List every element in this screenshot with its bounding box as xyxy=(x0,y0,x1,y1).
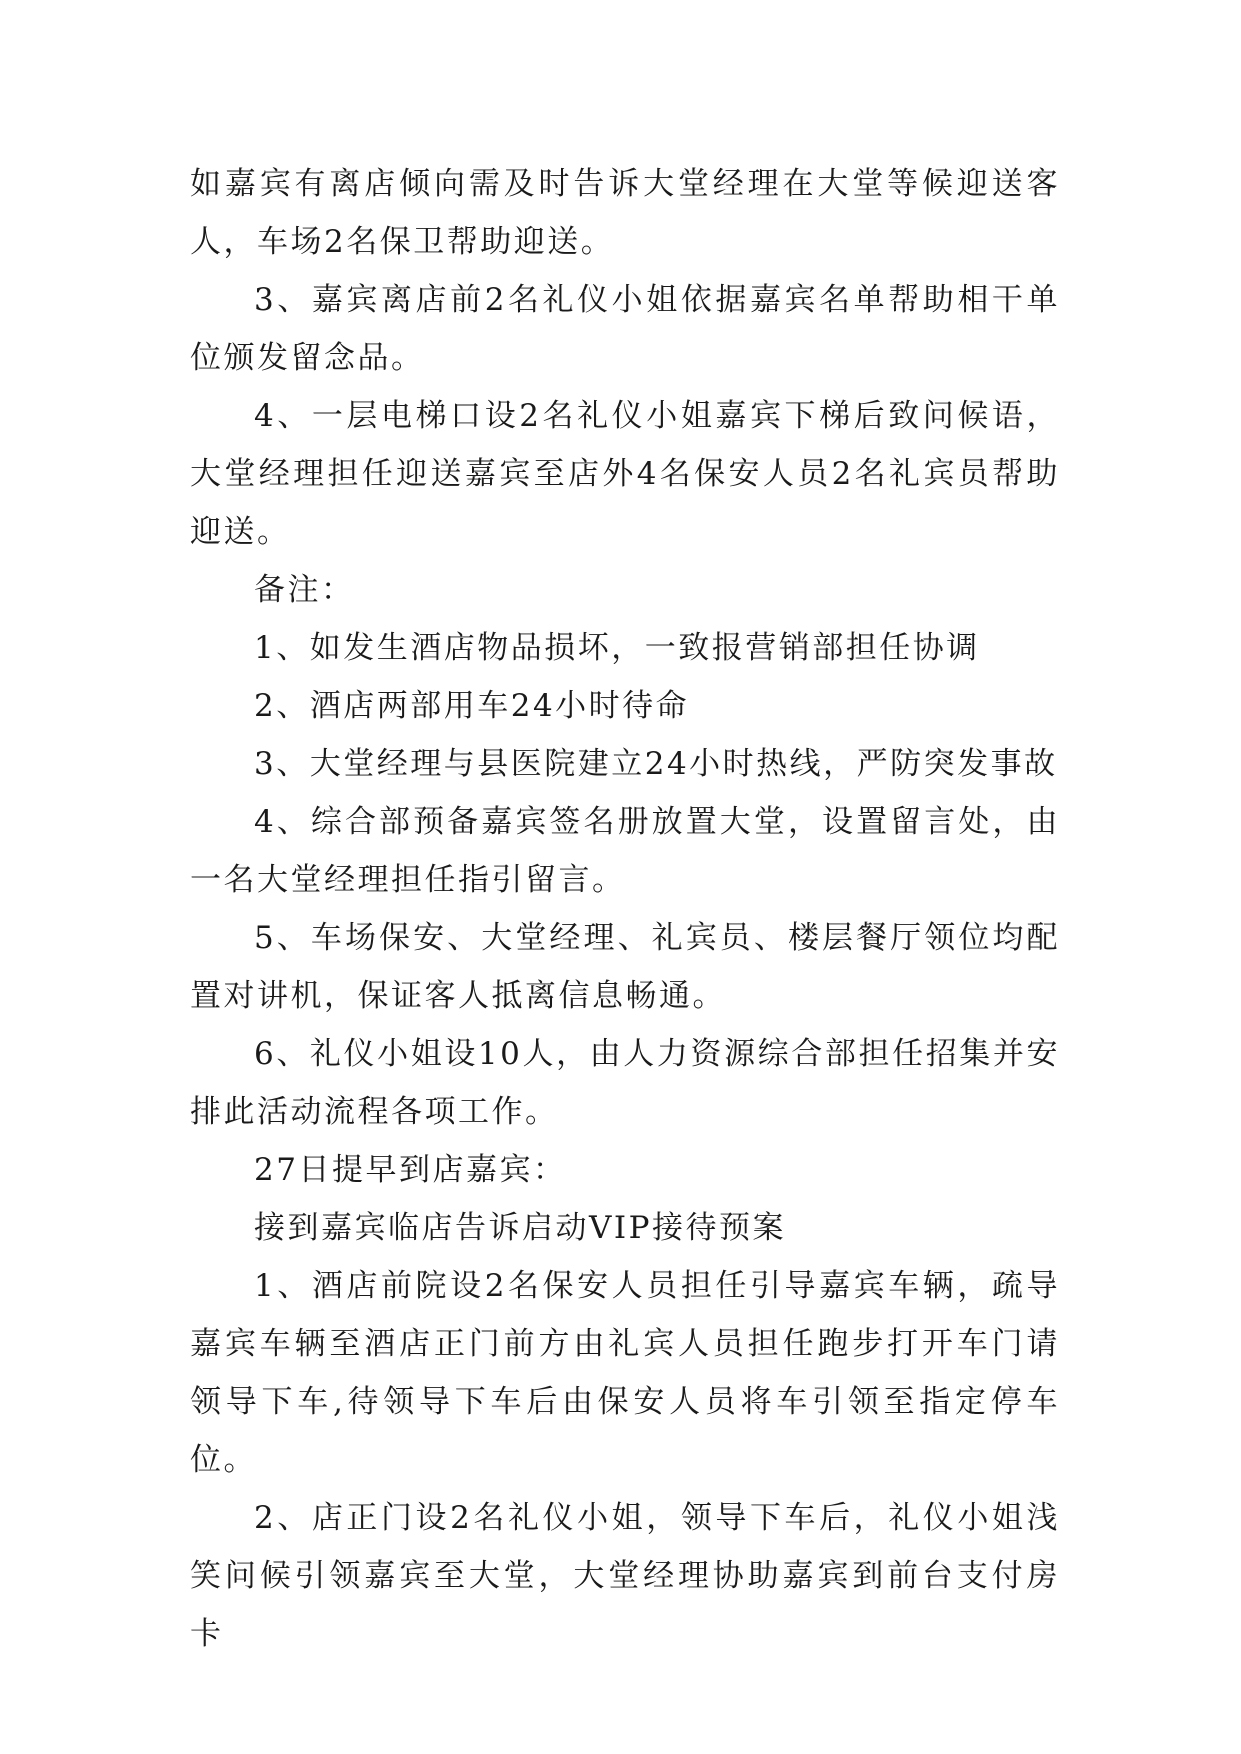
paragraph-early-arrival-heading: 27日提早到店嘉宾： xyxy=(254,1152,567,1188)
document-body xyxy=(190,155,1060,1663)
paragraph-note-3: 3、大堂经理与县医院建立24小时热线，严防突发事故 xyxy=(254,746,1058,782)
paragraph-note-5: 5、车场保安、大堂经理、礼宾员、楼层餐厅领位均配置对讲机，保证客人抵离信息畅通。 xyxy=(190,920,1060,1014)
paragraph-item-3-souvenirs: 3、嘉宾离店前2名礼仪小姐依据嘉宾名单帮助相干单位颁发留念品。 xyxy=(190,282,1060,376)
paragraph-note-4: 4、综合部预备嘉宾签名册放置大堂，设置留言处，由一名大堂经理担任指引留言。 xyxy=(190,804,1060,898)
paragraph-item-4-elevator: 4、一层电梯口设2名礼仪小姐嘉宾下梯后致问候语，大堂经理担任迎送嘉宾至店外4名保安人员2名礼宾员帮助迎送。 xyxy=(190,398,1060,550)
paragraph-vip-item-1: 1、酒店前院设2名保安人员担任引导嘉宾车辆，疏导嘉宾车辆至酒店正门前方由礼宾人员担任跑步打开车门请领导下车,待领导下车后由保安人员将车引领至指定停车位。 xyxy=(190,1268,1060,1478)
paragraph-guest-departure-notice: 如嘉宾有离店倾向需及时告诉大堂经理在大堂等候迎送客人，车场2名保卫帮助迎送。 xyxy=(190,166,1060,260)
paragraph-vip-item-2: 2、店正门设2名礼仪小姐，领导下车后，礼仪小姐浅笑问候引领嘉宾至大堂，大堂经理协助嘉宾到前台支付房卡 xyxy=(190,1500,1060,1652)
paragraph-note-1: 1、如发生酒店物品损坏，一致报营销部担任协调 xyxy=(254,630,980,666)
paragraph-note-6: 6、礼仪小姐设10人，由人力资源综合部担任招集并安排此活动流程各项工作。 xyxy=(190,1036,1060,1130)
paragraph-note-2: 2、酒店两部用车24小时待命 xyxy=(254,688,690,724)
paragraph-notes-heading: 备注： xyxy=(254,572,355,608)
paragraph-vip-plan: 接到嘉宾临店告诉启动VIP接待预案 xyxy=(254,1210,786,1246)
